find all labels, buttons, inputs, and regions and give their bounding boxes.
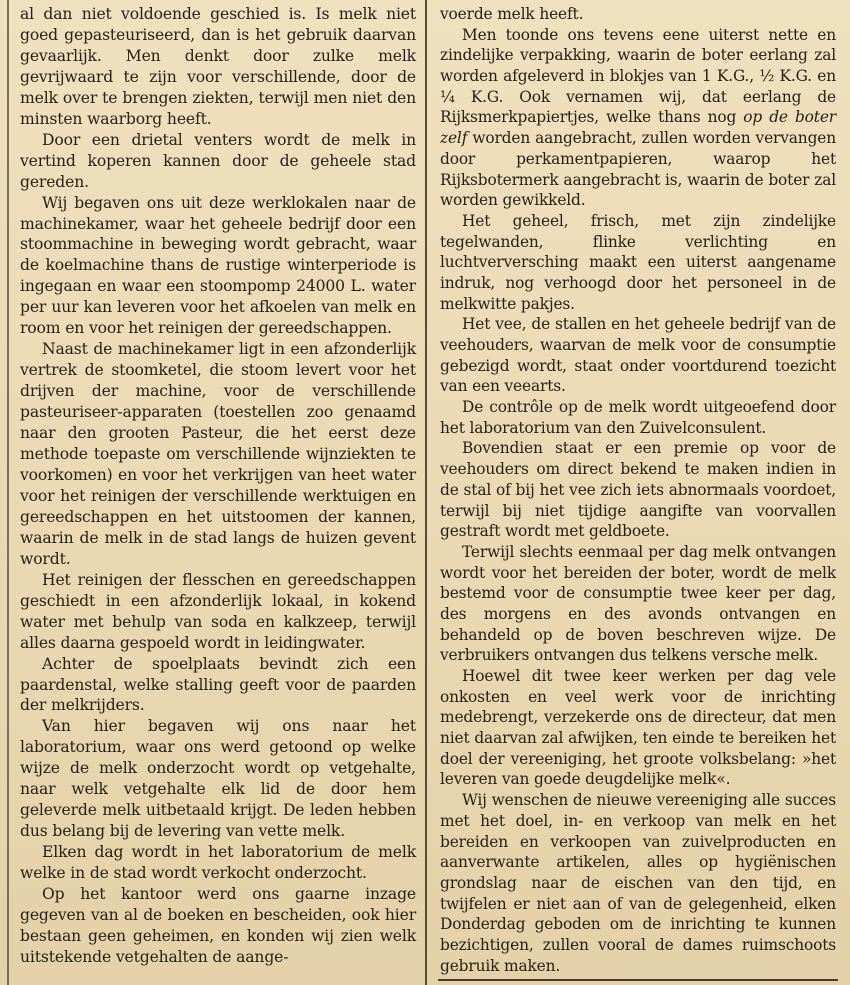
paragraph: Terwijl slechts eenmaal per dag melk ontvangen wordt voor het bereiden der boter, wordt de melk bestemd voor de consumptie twee keer per dag, des morgens en des avonds ontvangen en behandeld op de boven beschreven wijze. De verbruikers ontvangen dus telkens versche melk.	[440, 542, 836, 665]
right-column	[440, 4, 836, 976]
paragraph: Wij begaven ons uit deze werklokalen naar de machinekamer, waar het geheele bedrijf door een stoommachine in beweging wordt gebracht, waar de koelmachine thans de rustige winterperiode is ingegaan en waar een stoompomp 24000 L. water per uur kan leveren voor het afkoelen van melk en room en voor het reinigen der gereedschappen.	[20, 193, 416, 338]
paragraph: Elken dag wordt in het laboratorium de melk welke in de stad wordt verkocht onderzocht.	[20, 843, 416, 883]
end-rule	[438, 979, 838, 981]
paragraph: Van hier begaven wij ons naar het laboratorium, waar ons werd getoond op welke wijze de melk onderzocht wordt op vetgehalte, naar welk vetgehalte elk lid de door hem geleverde melk uitbetaald krijgt. De leden hebben dus belang bij de levering van vette melk.	[20, 717, 416, 841]
paragraph: Hoewel dit twee keer werken per dag vele onkosten en veel werk voor de inrichting medebrengt, verzekerde ons de directeur, dat men niet daarvan zal afwijken, ten einde te bereiken het doel der vereeniging, het groote volksbelang: »het leveren van goede deugdelijke melk«.	[440, 667, 836, 789]
paragraph: De contrôle op de melk wordt uitgeoefend door het laboratorium van den Zuivelconsulent.	[440, 398, 836, 437]
paragraph: Bovendien staat er een premie op voor de veehouders om direct bekend te maken indien in de stal of bij het vee zich iets abnormaals voordoet, terwijl bij niet tijdige aangifte van voorvallen gestraft wordt met geldboete.	[440, 439, 836, 541]
page-edge-line	[7, 0, 9, 985]
italic-phrase: op de boter zelf	[440, 108, 836, 148]
paragraph: voerde melk heeft.	[440, 5, 584, 23]
paragraph: al dan niet voldoende geschied is. Is melk niet goed gepasteuriseerd, dan is het gebruik daarvan gevaarlijk. Men denkt door zulke melk gevrijwaard te zijn voor verschillende, door de melk over te brengen ziekten, terwijl men niet den minsten waarborg heeft.	[20, 5, 416, 128]
paragraph: Door een drietal venters wordt de melk in vertind koperen kannen door de geheele stad gereden.	[20, 130, 416, 191]
paragraph: Het vee, de stallen en het geheele bedrijf van de veehouders, waarvan de melk voor de consumptie gebezigd wordt, staat onder voortdurend toezicht van een veearts.	[440, 315, 836, 396]
text-run: Men toonde ons tevens eene uiterst nette en zindelijke verpakking, waarin de boter eerlang zal worden afgeleverd in blokjes van 1 K.G., ½ K.G. en ¼ K.G. Ook vernamen wij, dat eerlang de Rijksmerkpapiertjes, welke thans nog	[440, 25, 836, 127]
left-column	[20, 4, 416, 968]
paragraph	[440, 25, 836, 211]
paragraph: Wij wenschen de nieuwe vereeniging alle succes met het doel, in- en verkoop van melk en het bereiden en verkoopen van zuivelproducten en aanverwante artikelen, alles op hygiënischen grondslag naar de eischen van den tijd, en twijfelen er niet aan of van de gelegenheid, elken Donderdag geboden om de inrichting te kunnen bezichtigen, zullen vooral de dames ruimschoots gebruik maken.	[440, 791, 836, 975]
paragraph: Naast de machinekamer ligt in een afzonderlijk vertrek de stoomketel, die stoom levert voor het drijven der machine, voor de verschillende pasteuriseer-apparaten (toestellen zoo genaamd naar den grooten Pasteur, die het eerst deze methode toepaste om verschillende wijnziekten te voorkomen) en voor het verkrijgen van heet water voor het reinigen der verschillende werktuigen en gereedschappen en het uitstoomen der kannen, waarin de melk in de stad langs de huizen gevent wordt.	[20, 340, 416, 568]
column-divider	[425, 0, 427, 985]
paragraph: Op het kantoor werd ons gaarne inzage gegeven van al de boeken en bescheiden, ook hier bestaan geen geheimen, en konden wij zien welk uitstekende vetgehalten de aange-	[20, 885, 416, 966]
paragraph: Achter de spoelplaats bevindt zich een paardenstal, welke stalling geeft voor de paarden der melkrijders.	[20, 654, 416, 715]
paragraph: Het reinigen der flesschen en gereedschappen geschiedt in een afzonderlijk lokaal, in kokend water met behulp van soda en kalkzeep, terwijl alles daarna gespoeld wordt in leidingwater.	[20, 570, 416, 652]
text-run: worden aangebracht, zullen worden vervangen door perkamentpapieren, waarop het Rijksbotermerk aangebracht is, waarin de boter zal worden gewikkeld.	[440, 129, 836, 210]
paragraph: Het geheel, frisch, met zijn zindelijke tegelwanden, flinke verlichting en luchtverversching maakt een uiterst aangename indruk, nog verhoogd door het personeel in de melkwitte pakjes.	[440, 211, 836, 313]
